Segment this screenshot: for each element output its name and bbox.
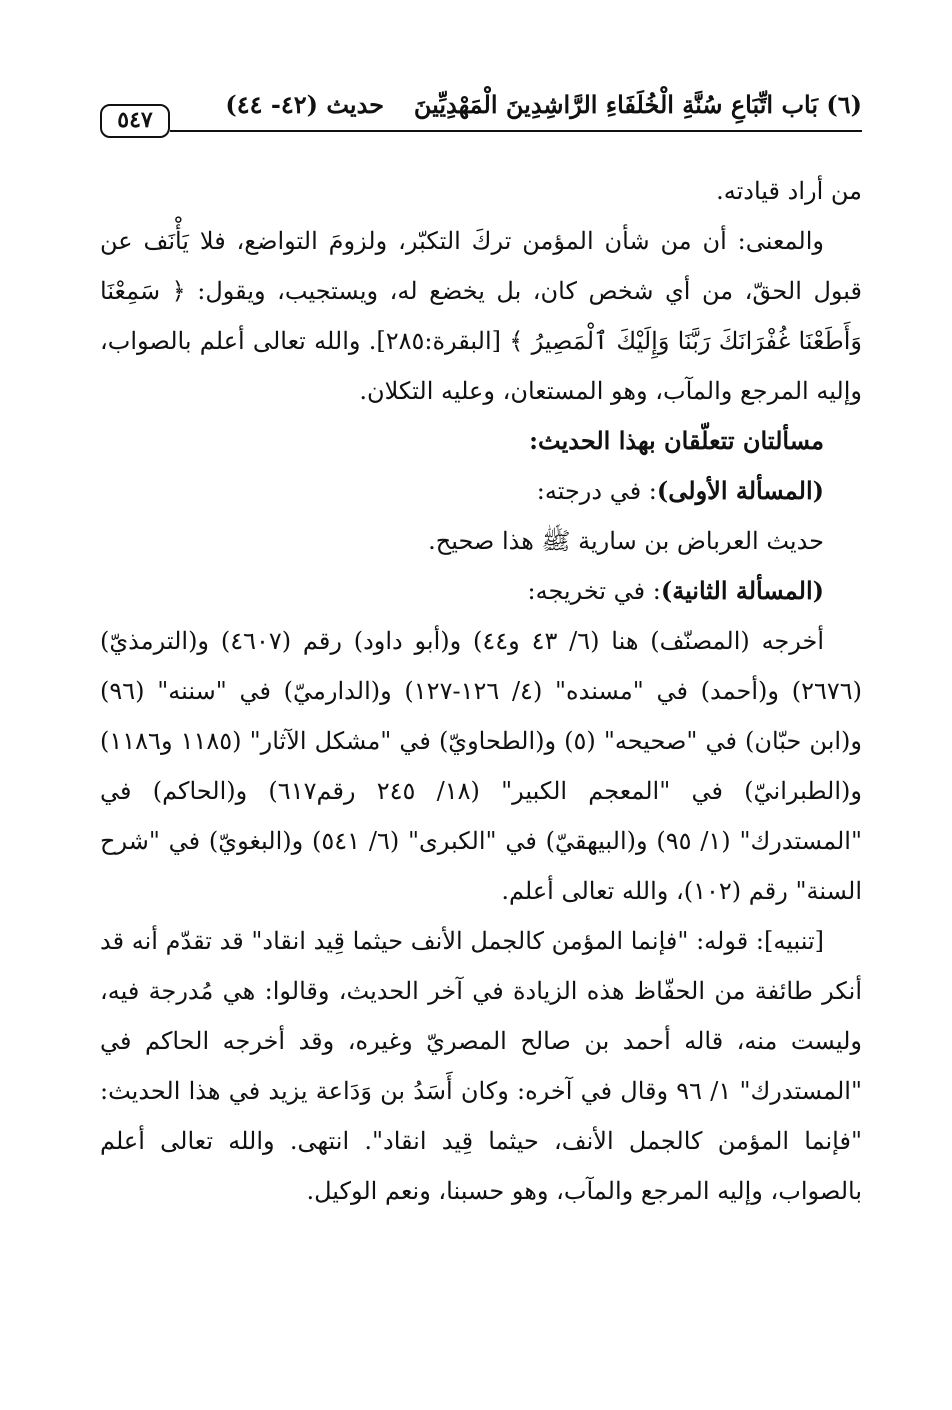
issue-two-rest: : في تخريجه: [527,577,661,605]
paragraph-meaning: والمعنى: أن من شأن المؤمن تركَ التكبّر، ولزومَ التواضع، فلا يَأْنَف عن قبول الحقّ، من أي شخص كان، بل يخضع له، ويستجيب، ويقول: ﴿ سَمِعْنَا وَأَطَعْنَا غُفْرَانَكَ رَبَّنَا وَإِلَيْكَ ٱلْمَصِيرُ ﴾ [البقرة:٢٨٥]. والله تعالى أعلم بالصواب، وإليه المرجع والمآب، وهو المستعان، وعليه التكلان. [100,227,862,405]
paragraph-continuation: من أراد قيادته. [716,177,862,205]
issue-one-text: حديث العرباض بن سارية ﷺ هذا صحيح. [428,527,824,555]
hadith-range: حديث (٤٢- ٤٤) [225,90,384,119]
issue-one-rest: : في درجته: [536,477,657,505]
tanbih-paragraph: [تنبيه]: قوله: "فإنما المؤمن كالجمل الأنف حيثما قِيد انقاد" قد تقدّم أنه قد أنكر طائفة من الحفّاظ هذه الزيادة في آخر الحديث، وقالوا: هي مُدرجة فيه، وليست منه، قاله أحمد بن صالح المصريّ وغيره، وقد أخرجه الحاكم في "المستدرك" ١/ ٩٦ وقال في آخره: وكان أَسَدُ بن وَدَاعة يزيد في هذا الحديث: "فإنما المؤمن كالجمل الأنف، حيثما قِيد انقاد". انتهى. والله تعالى أعلم بالصواب، وإليه المرجع والمآب، وهو حسبنا، ونعم الوكيل. [100,927,863,1205]
takhrij-paragraph: أخرجه (المصنّف) هنا (٦/ ٤٣ و٤٤) و(أبو داود) رقم (٤٦٠٧) و(الترمذيّ) (٢٦٧٦) و(أحمد) في "مسنده" (٤/ ١٢٦-١٢٧) و(الدارميّ) في "سننه" (٩٦) و(ابن حبّان) في "صحيحه" (٥) و(الطحاويّ) في "مشكل الآثار" (١١٨٥ و١١٨٦) و(الطبرانيّ) في "المعجم الكبير" (١٨/ ٢٤٥ رقم٦١٧) و(الحاكم) في "المستدرك" (١/ ٩٥) و(البيهقيّ) في "الكبرى" (٦/ ٥٤١) و(البغويّ) في "شرح السنة" رقم (١٠٢)، والله تعالى أعلم. [100,627,862,905]
page-header [100,86,862,134]
issue-two-heading [100,566,862,616]
page-number: ٥٤٧ [100,104,170,138]
page-body [100,166,862,1216]
issue-one-title: (المسألة الأولى) [656,476,824,505]
chapter-title: (٦) بَاب اتِّبَاعِ سُنَّةِ الْخُلَفَاءِ الرَّاشِدِينَ الْمَهْدِيِّينَ [413,90,862,119]
header-rule [170,130,862,132]
issue-one-heading [100,466,862,516]
section-heading: مسألتان تتعلّقان بهذا الحديث: [529,426,824,455]
issue-two-title: (المسألة الثانية) [660,576,824,605]
